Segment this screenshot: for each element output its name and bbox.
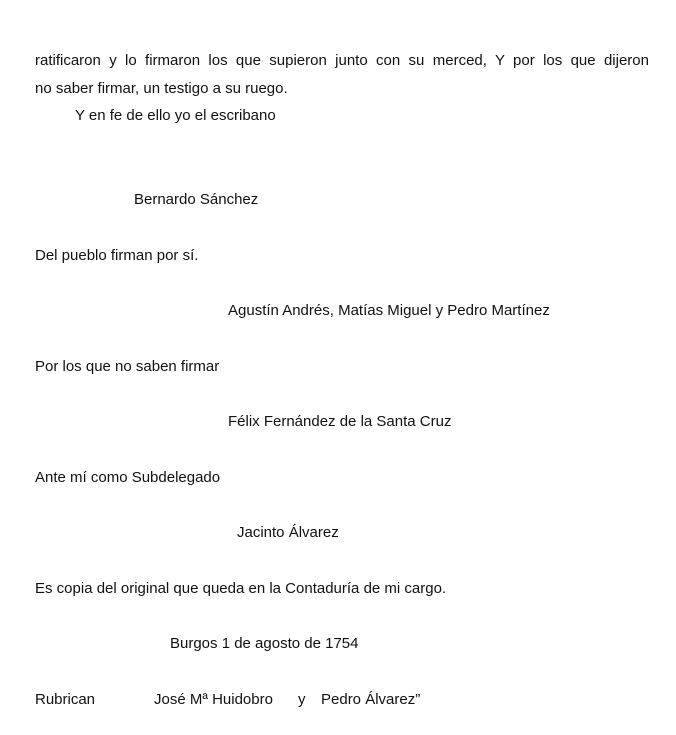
heading-subdelegate: Ante mí como Subdelegado: [35, 469, 221, 486]
paragraph-line-2: no saber firmar, un testigo a su ruego.: [35, 80, 288, 97]
heading-cannot-sign: Por los que no saben firmar: [35, 358, 220, 375]
signature-scribe: Bernardo Sánchez: [134, 191, 259, 208]
signature-village: Agustín Andrés, Matías Miguel y Pedro Martínez: [228, 302, 550, 319]
rubric-conjunction: y: [298, 691, 306, 708]
rubric-name-2: Pedro Álvarez”: [321, 691, 421, 708]
paragraph-line-3: Y en fe de ello yo el escribano: [75, 107, 276, 124]
paragraph-line-1: [35, 51, 649, 71]
copy-statement: Es copia del original que queda en la Contaduría de mi cargo.: [35, 580, 447, 597]
place-date: Burgos 1 de agosto de 1754: [170, 635, 359, 652]
signature-cannot-sign: Félix Fernández de la Santa Cruz: [228, 413, 452, 430]
heading-village: Del pueblo firman por sí.: [35, 247, 199, 264]
signature-subdelegate: Jacinto Álvarez: [237, 524, 339, 541]
rubric-name-1: José Mª Huidobro: [154, 691, 273, 708]
rubric-label: Rubrican: [35, 691, 96, 708]
paragraph-line-1-text: ratificaron y lo firmaron los que supieron junto con su merced, Y por los que dijeron: [35, 52, 649, 69]
